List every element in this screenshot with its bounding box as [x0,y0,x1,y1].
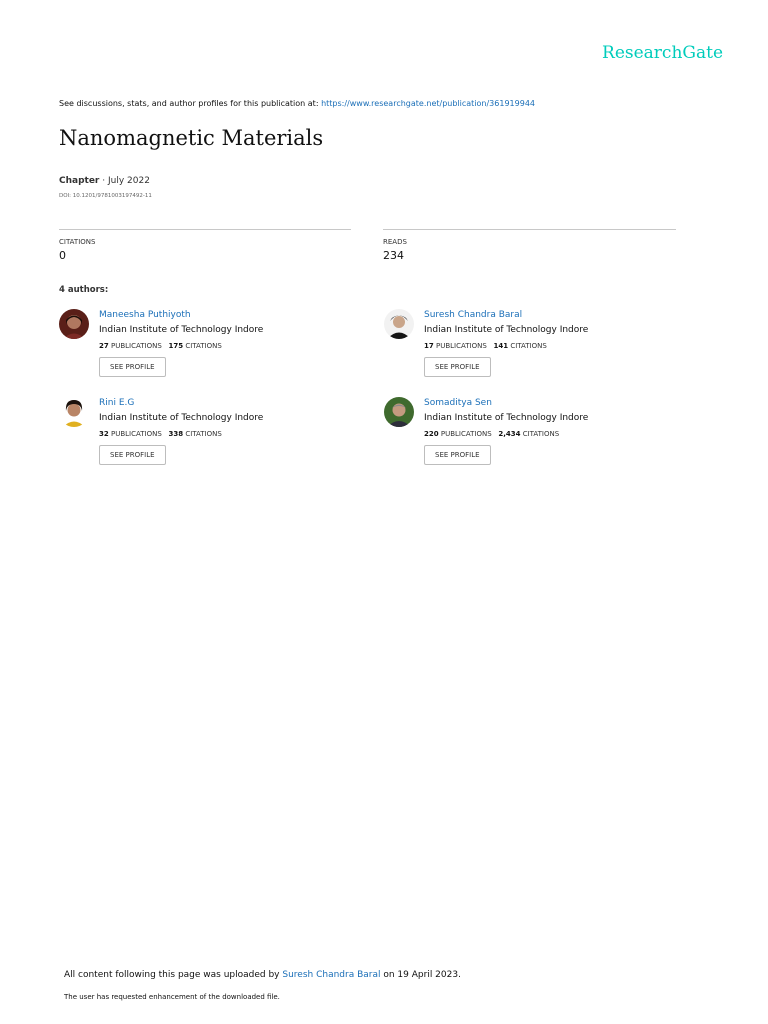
citations-label: CITATIONS [59,238,96,246]
enhancement-note: The user has requested enhancement of the downloaded file. [64,993,280,1001]
author-institution: Indian Institute of Technology Indore [99,413,264,423]
avatar[interactable] [384,397,414,427]
uploader-link[interactable]: Suresh Chandra Baral [282,970,381,980]
author-name-link[interactable]: Maneesha Puthiyoth [99,310,191,320]
author-card [384,309,684,389]
upload-suffix: on 19 April 2023. [380,970,461,980]
publication-title: Nanomagnetic Materials [59,126,324,150]
upload-note [64,970,461,980]
author-card [59,397,359,477]
author-info [99,309,263,377]
citations-count: 141 [493,342,509,350]
citations-count: 2,434 [498,430,521,438]
see-profile-button[interactable]: SEE PROFILE [99,357,166,377]
publications-count: 27 [99,342,109,350]
publications-count: 17 [424,342,434,350]
reads-label: READS [383,238,407,246]
reads-value: 234 [383,249,404,262]
publications-label: PUBLICATIONS [110,342,162,350]
reads-stat [383,229,676,262]
publication-url-link[interactable]: https://www.researchgate.net/publication/361919944 [321,99,535,108]
meta-separator: · [99,176,108,186]
authors-heading: 4 authors: [59,285,109,295]
publications-label: PUBLICATIONS [435,342,487,350]
author-counts [99,342,263,350]
citations-label: CITATIONS [522,430,560,438]
citations-label: CITATIONS [185,430,222,438]
author-card [59,309,359,389]
avatar[interactable] [384,309,414,339]
author-info [99,397,263,465]
see-profile-button[interactable]: SEE PROFILE [99,445,166,465]
publications-count: 32 [99,430,109,438]
citations-count: 175 [168,342,184,350]
citations-label: CITATIONS [510,342,547,350]
publication-meta [59,176,150,186]
author-institution: Indian Institute of Technology Indore [424,413,589,423]
author-info [424,397,588,465]
publications-label: PUBLICATIONS [110,430,162,438]
see-profile-button[interactable]: SEE PROFILE [424,445,491,465]
upload-prefix: All content following this page was uploaded by [64,970,283,980]
discussions-line [59,99,535,108]
publications-label: PUBLICATIONS [440,430,492,438]
citations-stat [59,229,351,262]
publication-type: Chapter [59,176,100,186]
discussions-prefix: See discussions, stats, and author profiles for this publication at: [59,99,322,108]
researchgate-logo[interactable]: ResearchGate [602,43,723,63]
author-name-link[interactable]: Somaditya Sen [424,398,492,408]
author-counts [99,430,263,438]
author-card [384,397,684,477]
publication-date: July 2022 [107,176,150,186]
author-name-link[interactable]: Rini E.G [99,398,135,408]
author-counts [424,430,588,438]
author-counts [424,342,588,350]
citations-label: CITATIONS [185,342,222,350]
citations-count: 338 [168,430,184,438]
author-institution: Indian Institute of Technology Indore [424,325,589,335]
publication-doi: DOI: 10.1201/9781003197492-11 [59,193,152,199]
author-info [424,309,588,377]
citations-value: 0 [59,249,66,262]
see-profile-button[interactable]: SEE PROFILE [424,357,491,377]
author-name-link[interactable]: Suresh Chandra Baral [424,310,523,320]
publications-count: 220 [424,430,439,438]
avatar[interactable] [59,397,89,427]
avatar[interactable] [59,309,89,339]
author-institution: Indian Institute of Technology Indore [99,325,264,335]
